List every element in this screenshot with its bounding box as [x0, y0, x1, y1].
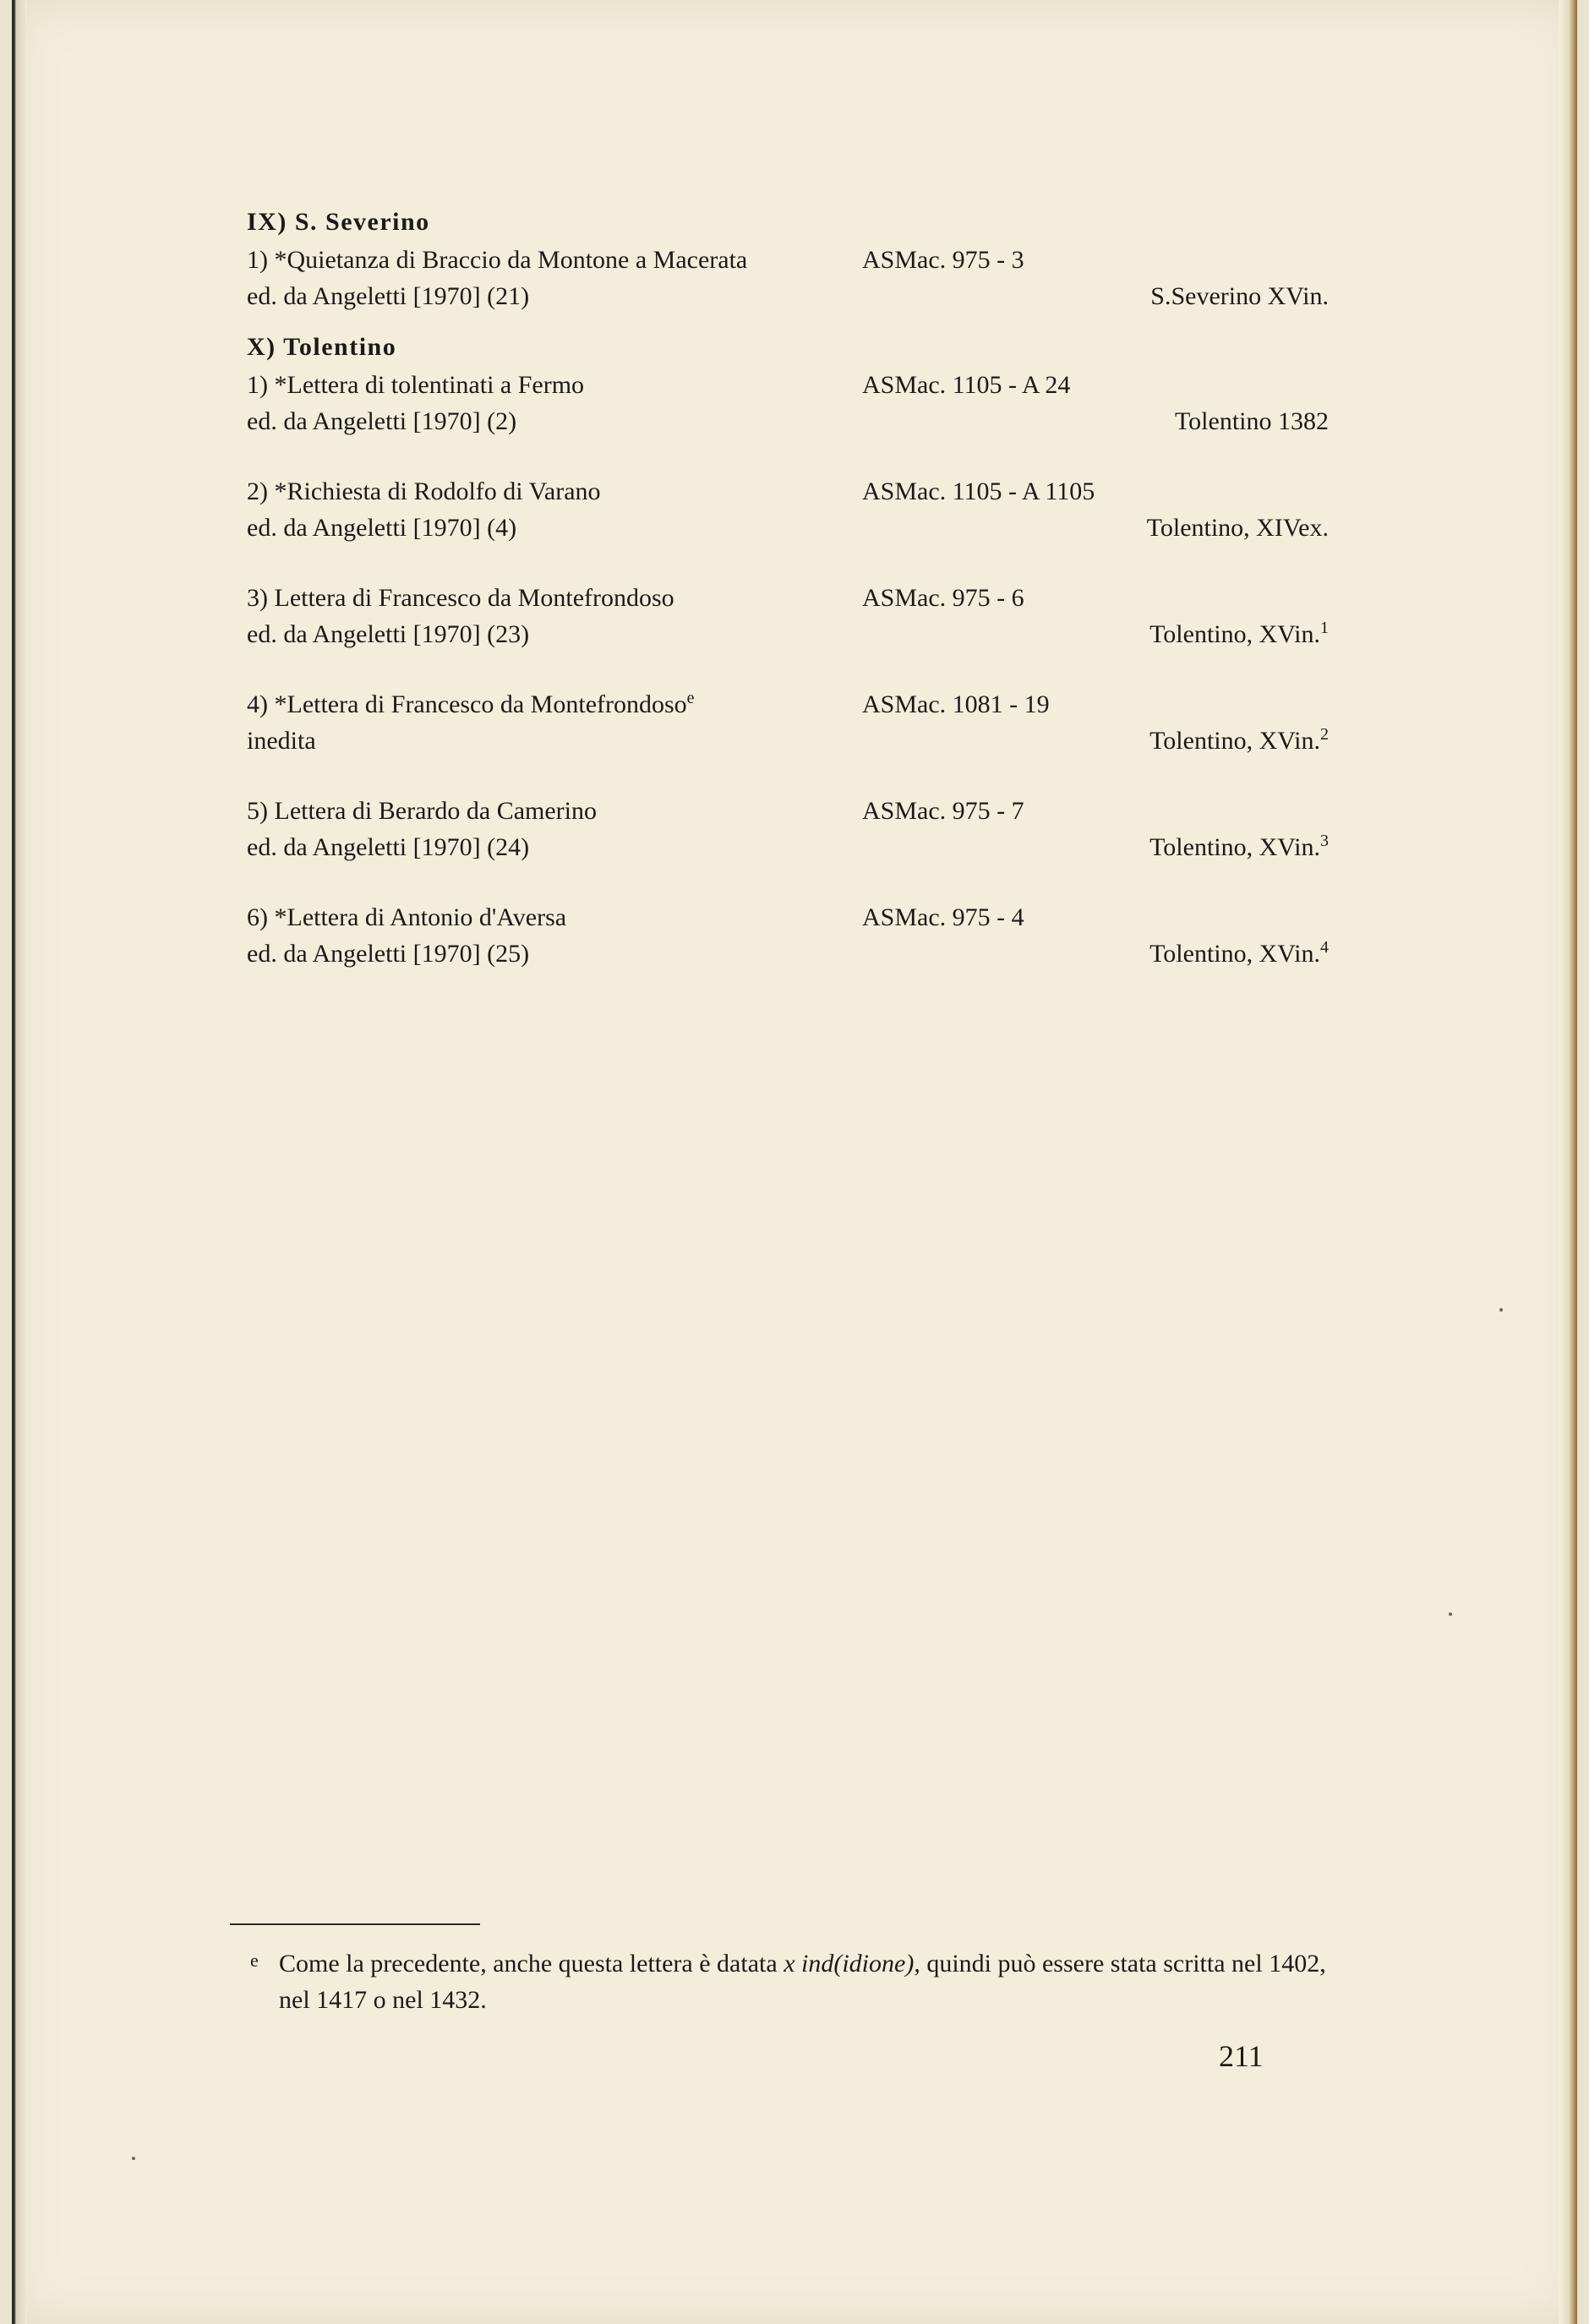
entry-edition: inedita: [247, 727, 316, 755]
entry-title: 3) Lettera di Francesco da Montefrondoso: [247, 584, 674, 612]
entry-archive-ref: ASMac. 975 - 6: [862, 584, 1024, 612]
entry-title: 2) *Richiesta di Rodolfo di Varano: [247, 477, 601, 505]
catalog-entry: [247, 580, 1329, 652]
entry-title: 5) Lettera di Berardo da Camerino: [247, 797, 597, 825]
page-number: 211: [1219, 2039, 1264, 2073]
paper-speck: [132, 2157, 135, 2160]
footnote-ref: 1: [1320, 619, 1329, 637]
entry-archive-ref: ASMac. 1081 - 19: [862, 690, 1050, 718]
page-left-edge: [12, 0, 27, 2324]
entry-archive-ref: ASMac. 975 - 3: [862, 246, 1024, 274]
entry-title: 4) *Lettera di Francesco da Montefrondoso$^e$: [247, 689, 695, 718]
entry-place-date: Tolentino, XVin.$^3$: [1149, 832, 1329, 861]
section-title-tolentino: X) Tolentino: [247, 333, 397, 361]
entry-edition: ed. da Angeletti [1970] (2): [247, 407, 517, 435]
footnote-ref-e: e: [686, 689, 695, 707]
entry-edition: ed. da Angeletti [1970] (4): [247, 514, 517, 542]
entry-place-date: S.Severino XVin.: [1150, 282, 1329, 310]
footnote-mark: e: [250, 1950, 259, 1971]
entry-place-date: Tolentino, XVin.$^1$: [1149, 619, 1329, 648]
section-title-severino: IX) S. Severino: [247, 208, 430, 236]
entry-place-date: Tolentino, XVin.$^4$: [1149, 938, 1329, 968]
footnote-divider: [230, 1923, 480, 1925]
entry-place-date: Tolentino, XVin.$^2$: [1149, 725, 1329, 755]
entry-edition: ed. da Angeletti [1970] (21): [247, 282, 530, 310]
entry-place-date: Tolentino 1382: [1174, 407, 1329, 435]
catalog-entry: [247, 242, 1329, 314]
page-right-edge: [1559, 0, 1577, 2324]
paper-speck: [1499, 1308, 1503, 1312]
entry-place-date: Tolentino, XIVex.: [1146, 514, 1329, 542]
entry-title: 1) *Quietanza di Braccio da Montone a Macerata: [247, 246, 748, 274]
footnote-ref: 3: [1320, 832, 1329, 850]
entry-edition: ed. da Angeletti [1970] (24): [247, 833, 530, 861]
catalog-entry: [247, 793, 1329, 865]
entry-archive-ref: ASMac. 975 - 4: [862, 903, 1024, 931]
catalog-content: [247, 203, 1329, 972]
paper-speck: [1449, 1612, 1452, 1616]
catalog-entry: [247, 367, 1329, 439]
catalog-entry: [247, 899, 1329, 972]
catalog-entry: [247, 473, 1329, 546]
footnote-ref: 4: [1320, 938, 1329, 957]
catalog-entry: [247, 686, 1329, 759]
entry-title: 6) *Lettera di Antonio d'Aversa: [247, 903, 567, 931]
entry-archive-ref: ASMac. 1105 - A 1105: [862, 477, 1095, 505]
entry-title: 1) *Lettera di tolentinati a Fermo: [247, 371, 585, 399]
footnote-italic: x ind(idione): [784, 1950, 915, 1978]
entry-edition: ed. da Angeletti [1970] (23): [247, 620, 530, 648]
footnote: [250, 1945, 1332, 2018]
page: [12, 0, 1577, 2324]
footnote-text: Come la precedente, anche questa lettera è datata x ind(idione), quindi può essere stata scritta nel 1402, nel 1417 o nel 1432.: [279, 1950, 1326, 2014]
entry-archive-ref: ASMac. 1105 - A 24: [862, 371, 1071, 399]
footnote-ref: 2: [1320, 725, 1329, 744]
entry-archive-ref: ASMac. 975 - 7: [862, 797, 1024, 825]
entry-edition: ed. da Angeletti [1970] (25): [247, 940, 530, 968]
